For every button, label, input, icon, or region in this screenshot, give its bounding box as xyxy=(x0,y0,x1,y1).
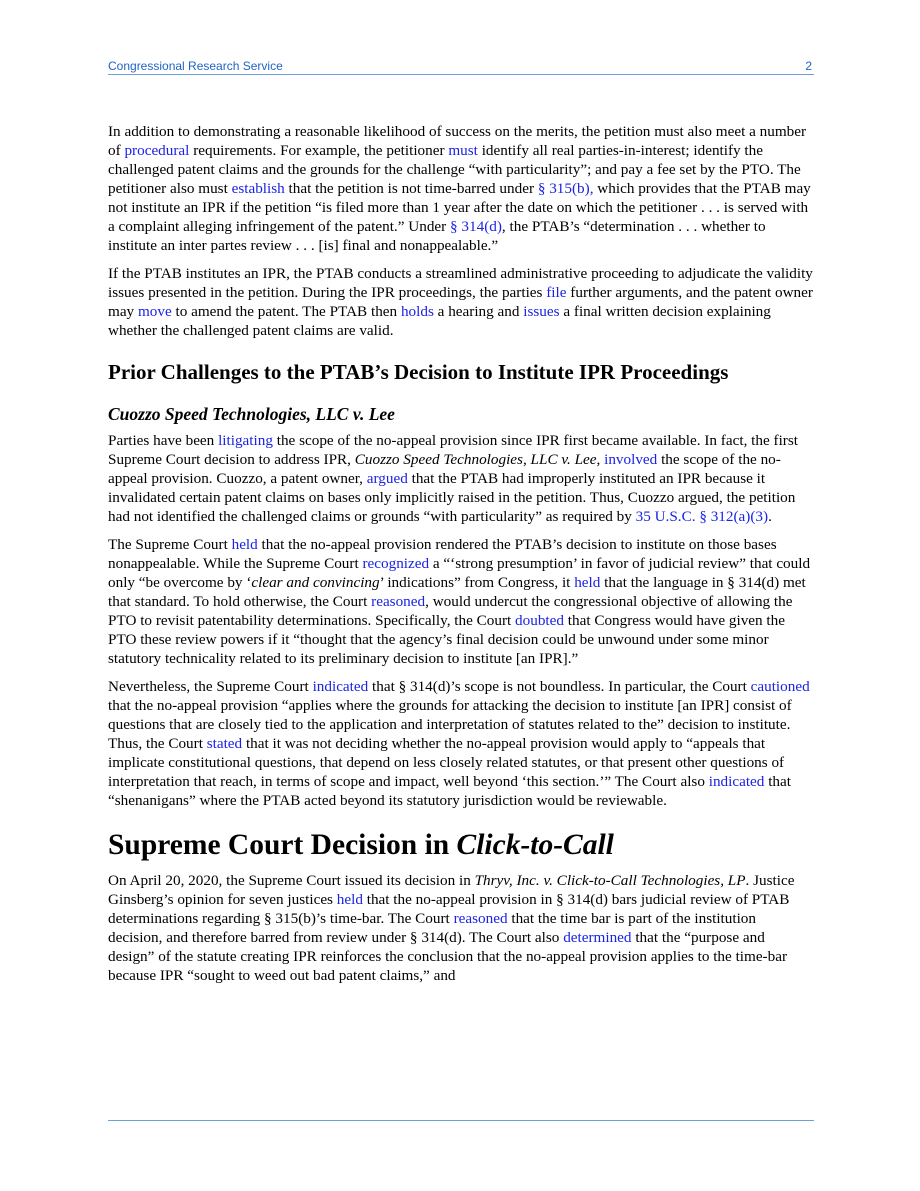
link-315b[interactable]: § 315(b), xyxy=(537,180,594,197)
paragraph-cuozzo-holding xyxy=(108,535,813,668)
text-run: In addition to demonstrating a reasonable likelihood of success on the merits, the petition must also meet a number of xyxy=(108,123,807,159)
document-body xyxy=(108,122,813,994)
text-run: a final written decision explaining whether the challenged patent claims are valid. xyxy=(108,303,771,339)
link-stated[interactable]: stated xyxy=(206,735,243,752)
section-heading-decision xyxy=(108,827,813,863)
text-run: that the no-appeal provision in § 314(d) bars judicial review of PTAB determinations regarding § 315(b)’s time-bar. The Court xyxy=(108,891,790,927)
link-procedural[interactable]: procedural xyxy=(124,142,190,159)
text-run: , the PTAB’s “determination . . . whether to institute an inter partes review . . . [is] final and nonappealable.” xyxy=(108,218,766,254)
link-file[interactable]: file xyxy=(546,284,567,301)
text-run: that the PTAB had improperly instituted an IPR because it invalidated certain patent claims on bases only implicitly raised in the petition. Thus, Cuozzo argued, the petition had not identified the challenged claims or grounds “with particularity” as required by xyxy=(108,470,796,525)
footer-divider xyxy=(108,1120,814,1121)
text-run: that the no-appeal provision rendered the PTAB’s decision to institute on those bases nonappealable. While the Supreme Court xyxy=(108,536,777,572)
text-run: which provides that the PTAB may not institute an IPR if the petition “is filed more than 1 year after the date on which the petitioner . . . is served with a complaint alleging infringement of the patent.” Under xyxy=(108,180,811,235)
link-indicated[interactable]: indicated xyxy=(312,678,369,695)
text-run: to amend the patent. The PTAB then xyxy=(171,303,401,320)
page-number: 2 xyxy=(805,59,812,73)
text-run: that the petition is not time-barred under xyxy=(284,180,538,197)
text-run: The Supreme Court xyxy=(108,536,232,553)
link-cautioned[interactable]: cautioned xyxy=(750,678,810,695)
link-move[interactable]: move xyxy=(137,303,172,320)
text-run: . xyxy=(768,508,772,525)
link-held-3[interactable]: held xyxy=(336,891,363,908)
text-run: the scope of the no-appeal provision since IPR first became available. In fact, the first Supreme Court decision to address IPR, xyxy=(108,432,798,468)
link-holds[interactable]: holds xyxy=(400,303,434,320)
running-header xyxy=(108,58,814,75)
paragraph-ipr-proceeding xyxy=(108,264,813,340)
text-run: a “‘strong presumption’ in favor of judicial review” that could only “be overcome by ‘ xyxy=(108,555,811,591)
header-divider xyxy=(108,74,814,75)
link-issues[interactable]: issues xyxy=(523,303,560,320)
text-run: Parties have been xyxy=(108,432,219,449)
text-run: that Congress would have given the PTO these review powers if it “thought that the agency’s final decision could be unwound under some minor statutory technicality related to its preliminary decision to institute [an IPR].” xyxy=(108,612,785,667)
link-litigating[interactable]: litigating xyxy=(218,432,273,449)
header-org-name: Congressional Research Service xyxy=(108,59,283,73)
text-run: the scope of the no-appeal provision. Cuozzo, a patent owner, xyxy=(108,451,781,487)
link-314d[interactable]: § 314(d) xyxy=(450,218,502,235)
heading-text: Supreme Court Decision in xyxy=(108,829,457,861)
text-run: that “shenanigans” where the PTAB acted beyond its statutory jurisdiction would be reviewable. xyxy=(108,773,791,809)
link-reasoned[interactable]: reasoned xyxy=(371,593,426,610)
paragraph-cuozzo-limits xyxy=(108,677,813,810)
subsection-heading-cuozzo: Cuozzo Speed Technologies, LLC v. Lee xyxy=(108,404,395,424)
emphasis-italic: clear and convincing xyxy=(251,574,380,591)
text-run: that § 314(d)’s scope is not boundless. In particular, the Court xyxy=(368,678,751,695)
text-run: that the “purpose and design” of the statute creating IPR reinforces the conclusion that the no-appeal provision applies to the time-bar because IPR “sought to weed out bad patent claims,” and xyxy=(108,929,788,984)
text-run: that the time bar is part of the institution decision, and therefore barred from review under § 314(d). The Court also xyxy=(108,910,756,946)
paragraph-cuozzo-background xyxy=(108,431,813,526)
link-establish[interactable]: establish xyxy=(231,180,285,197)
heading-case-italic: Click-to-Call xyxy=(456,829,614,861)
link-held-2[interactable]: held xyxy=(574,574,601,591)
text-run: a hearing and xyxy=(433,303,524,320)
link-312a3[interactable]: 35 U.S.C. § 312(a)(3) xyxy=(635,508,769,525)
text-run: that the language in § 314(d) met that standard. To hold otherwise, the Court xyxy=(108,574,806,610)
link-held[interactable]: held xyxy=(231,536,258,553)
text-run: that the no-appeal provision “applies where the grounds for attacking the decision to institute [an IPR] consist of questions that are closely tied to the application and interpretation of statutes related to the” decision to institute. Thus, the Court xyxy=(108,697,792,752)
link-reasoned-2[interactable]: reasoned xyxy=(453,910,508,927)
text-run: On April 20, 2020, the Supreme Court issued its decision in xyxy=(108,872,475,889)
text-run: , xyxy=(596,451,605,468)
link-recognized[interactable]: recognized xyxy=(362,555,430,572)
link-argued[interactable]: argued xyxy=(366,470,408,487)
text-run: . Justice Ginsberg’s opinion for seven justices xyxy=(108,872,795,908)
link-involved[interactable]: involved xyxy=(604,451,658,468)
text-run: Nevertheless, the Supreme Court xyxy=(108,678,313,695)
link-must[interactable]: must xyxy=(448,142,478,159)
link-indicated-2[interactable]: indicated xyxy=(708,773,765,790)
section-heading-prior-challenges: Prior Challenges to the PTAB’s Decision to Institute IPR Proceedings xyxy=(108,360,729,384)
text-run: that it was not deciding whether the no-appeal provision would apply to “appeals that implicate constitutional questions, that depend on less closely related statutes, or that present other questions of interpretation that reach, in terms of scope and impact, well beyond ‘this section.’” The Court also xyxy=(108,735,785,790)
paragraph-petition-requirements xyxy=(108,122,813,255)
paragraph-decision xyxy=(108,871,813,985)
text-run: requirements. For example, the petitioner xyxy=(189,142,449,159)
case-name-italic: Thryv, Inc. v. Click-to-Call Technologies, LP xyxy=(474,872,746,889)
text-run: If the PTAB institutes an IPR, the PTAB conducts a streamlined administrative proceeding to adjudicate the validity issues presented in the petition. During the IPR proceedings, the parties xyxy=(108,265,813,301)
text-run: ’ indications” from Congress, it xyxy=(379,574,575,591)
case-name-italic: Cuozzo Speed Technologies, LLC v. Lee xyxy=(354,451,597,468)
text-run: , would undercut the congressional objective of allowing the PTO to revisit patentability determinations. Specifically, the Court xyxy=(108,593,793,629)
text-run: further arguments, and the patent owner may xyxy=(108,284,813,320)
text-run: identify all real parties-in-interest; identify the challenged patent claims and the grounds for the challenge “with particularity”; and pay a fee set by the PTO. The petitioner also must xyxy=(108,142,801,197)
link-doubted[interactable]: doubted xyxy=(515,612,564,629)
link-determined[interactable]: determined xyxy=(563,929,632,946)
